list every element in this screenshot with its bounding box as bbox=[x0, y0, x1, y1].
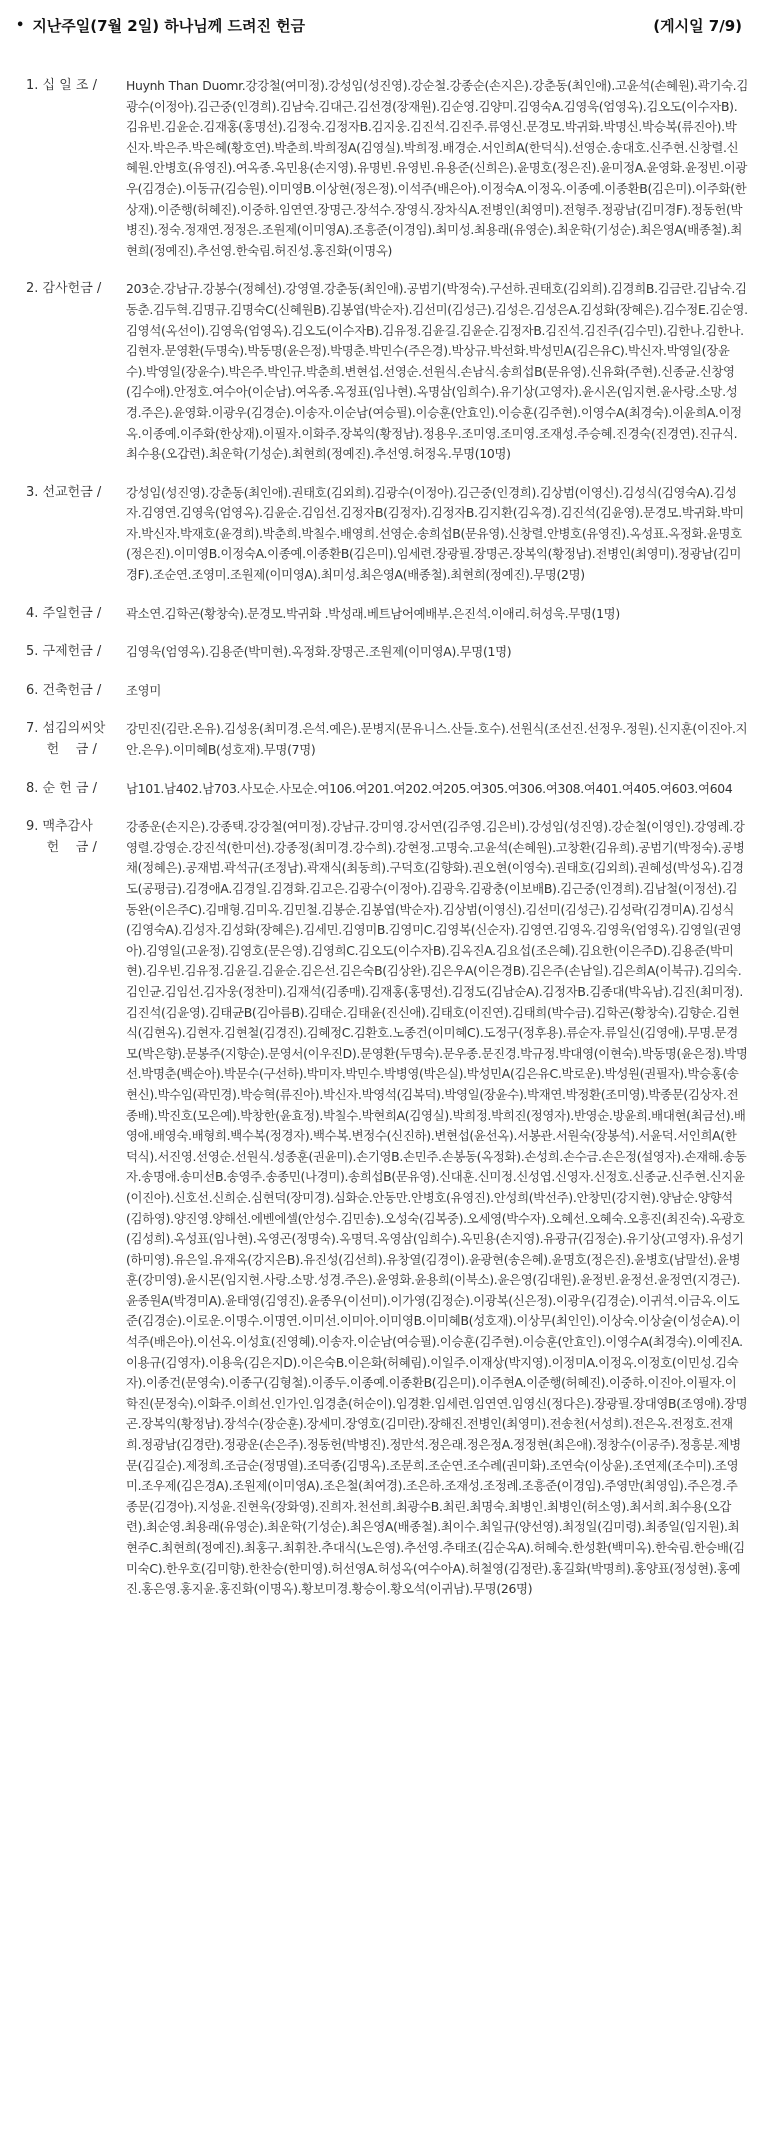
section-label: 4. 주일헌금 / bbox=[26, 605, 102, 621]
page-title: 지난주일(7월 2일) 하나님께 드려진 헌금 bbox=[32, 16, 306, 35]
section-names: 강성임(성진영).강춘동(최인애).권태호(김외희).김광수(이정아).김근중(인경희).김상범(이영신).김성식(김영숙A).김성자.김영연.김영욱(엄영옥).김윤순.김임선.김정자B(김정자).김정자B.김지환(김옥경).김진석(김윤영).문경모.박귀화.박미자.박신자.박재호(윤경희).박춘희.박칠수.배영희.선영순.송희섭B(문유영).신창렬.안병호(유영진).옥성표.옥정화.윤명호(정은진).이미영B.이정숙A.이종예.이종환B(김은미).임세련.장광필.장명곤.장복익(황정남).전병인(최영미).정광남(김미경F).조순연.조영미.조원제(이미영A).최미성.최은영A(배종철).최현희(정예진).무명(2명) bbox=[126, 484, 744, 583]
section-names: 남101.남402.남703.사모순.사모순.여106.여201.여202.여205.여305.여306.여308.여401.여405.여603.여604 bbox=[126, 780, 733, 796]
section-names: 강민진(김란.온유).김성옹(최미경.은석.예은).문병지(문유니스.산들.호수).선원식(조선진.선정우.정원).신지훈(이진아.지안.은우).이미혜B(성호재).무명(7명) bbox=[126, 721, 748, 758]
section-label: 5. 구제헌금 / bbox=[26, 644, 102, 660]
section-label: 2. 감사헌금 / bbox=[26, 281, 102, 297]
section-sunday bbox=[12, 604, 748, 625]
section-names: 곽소연.김학곤(황창숙).문경모.박귀화 .박성래.베트남어예배부.은진석.이애리.허성욱.무명(1명) bbox=[126, 605, 620, 621]
section-names: 203순.강남규.강봉수(정혜선).강영열.강춘동(최인애).공범기(박정숙).구선하.권태호(김외희).김경희B.김금란.김남숙.김동춘.김두혁.김명규.김명숙C(신혜원B).김봉엽(박순자).김선미(김성근).김성은.김성은A.김성화(장혜은).김수정E.김순영.김영석(옥선이).김영욱(엄영옥).김오도(이수자B).김유정.김윤길.김윤순.김정자B.김진석.김진주(김수민).김한나.김한나.김현자.문영환(두명숙).박동명(윤은정).박명춘.박민수(주은경).박상규.박선화.박성민A(김은유C).박신자.박영일(장윤수).박영일(장윤수).박은주.박인규.박춘희.변현섭.선영순.선원식.손남식.송희섭B(문유영).신유화(주현).신종균.신창영(김수애).안정호.여수아(이순남).여옥종.옥정표(임나현).옥명삼(임희수).유기상(고영자).윤시온(임지현.윤사랑.소망.성경.주은).윤영화.이광우(김경순).이송자.이순남(여승필).이승훈(안효인).이승훈(김주현).이영수A(최경숙).이윤희A.이정옥.이종예.이주화(한상재).이필자.이화주.장복익(황정남).정용우.조미영.조미영.조재성.주승혜.진경숙(진경연).진규식.최수용(오갑련).최운학(기성순).최현희(정예진).추선영.허정옥.무명(10명) bbox=[126, 281, 748, 462]
section-label: 3. 선교헌금 / bbox=[26, 484, 102, 500]
section-names: 김영욱(엄영옥).김용준(박미현).옥정화.장명곤.조원제(이미영A).무명(1명) bbox=[126, 644, 512, 660]
section-label: 1. 십 일 조 / bbox=[26, 78, 97, 93]
section-label: 9. 맥추감사 헌 금 / bbox=[26, 819, 97, 855]
section-label: 8. 순 헌 금 / bbox=[26, 780, 97, 796]
posted-date: (게시일 7/9) bbox=[653, 16, 742, 35]
section-names: Huynh Than Duomr.강강철(여미정).강성임(성진영).강순철.강종순(손지은).강춘동(최인애).고윤석(손혜원).곽기숙.김광수(이정아).김근중(인경희).김남숙.김대근.김선경(장재원).김순영.김양미.김영숙A.김영욱(엄영옥).김오도(이수자B).김유빈.김윤순.김재홍(홍명선).김정숙.김정자B.김지웅.김진석.김진주.류영신.문경모.박귀화.박명신.박승복(류진아).박신자.박은주.박은혜(황호연).박춘희.박희정A(김영실).박희정.배경순.서인희A(한덕식).선영순.송대호.신주현.신창렬.신혜원.안병호(유영진).여옥종.옥민용(손지영).유명빈.유영빈.유용준(신희은).윤명호(정은진).윤미정A.윤영화.윤정빈.이광우(김경순).이동규(김승원).이미영B.이상현(정은정).이석주(배은아).이정숙A.이정옥.이종예.이종환B(김은미).이주화(한상재).이준행(허혜진).이중하.임연연.장명근.장석수.장영식.장차식A.전병인(최영미).전형주.정광남(김미경F).정동헌(박병진).정숙.정재연.정정은.조원제(이미영A).조흥준(이경임).최미성.최용래(유영순).최운학(기성순).최은영A(배종철).최현희(정예진).추선영.한숙림.허진성.홍진화(이명옥) bbox=[126, 78, 748, 258]
section-tithe bbox=[12, 76, 748, 261]
offering-sections bbox=[12, 76, 748, 1600]
section-names: 강종운(손지은).강종택.강강철(여미정).강남규.강미영.강서연(김주영.김은비).강성임(성진영).강순철(이영인).강영례.강영렬.강영순.강진석(한미선).강종정(최미경.강수희).강현정.고명숙.고윤석(손혜원).고창환(김유희).공범기(박정숙).공병채(정혜은).공재범.곽석규(조정남).곽재식(최동희).구덕호(김향화).권오현(이영숙).권태호(김외희).권혜성(박성옥).김경도(공평금).김경애A.김경일.김경화.김고은.김광수(이정아).김광욱.김광충(이보배B).김근중(인경희).김남철(이정선).김동완(이은주C).김매형.김미옥.김민철.김봉순.김봉엽(박순자).김상범(이영신).김선미(김성근).김성락(김경미A).김성식(김영숙A).김성자.김성화(장혜은).김세민.김영미B.김영미C.김영복(신순자).김영연.김영옥.김영욱(엄영옥).김영일(권영아).김영일(고윤정).김영호(문은영).김영희C.김오도(이수자B).김옥진A.김요섭(조은혜).김요한(이은주D).김용준(박미현).김우빈.김유정.김윤길.김윤순.김은선.김은숙B(김상완).김은우A(이은경B).김은주(손남일).김은희A(이북규).김의숙.김인균.김임선.김자웅(정찬미).김재석(김종매).김재홍(홍명선).김정도(김남순A).김정자B.김종대(박옥남).김진(최미정).김진석(김윤영).김태균B(김아름B).김태순.김태윤(진신애).김태호(이진연).김태희(박수금).김학곤(황창숙).김향순.김현식(김현옥).김현자.김현철(김경진).김혜정C.김환호.노종건(이미혜C).도정구(정후용).류순자.류일신(김영애).무명.문경모(박은향).문봉주(지향순).문영서(이우진D).문영환(두명숙).문우종.문진경.박규정.박대영(이현숙).박동명(윤은정).박명선.박명춘(백순아).박문수(구선하).박미자.박민수.박병영(박은실).박성민A(김은유C.박로운).박성원(권필자).박승홍(송현신).박수임(곽민경).박승혁(류진아).박신자.박영석(김복덕).박영일(장윤수).박재연.박정환(조미영).박종문(김상자.전종배).박진호(모은예).박창한(윤효정).박칠수.박현희A(김영실).박희정.박희진(정영자).반영순.방윤희.배대현(최금선).배영애.배영숙.배형희.백수복(정경자).백수복.변정수(신진하).변현섭(윤선옥).서봉관.서원숙(장봉석).서윤덕.서인희A(한덕식).서진영.선영순.선원식.성종훈(권윤미).손기영B.손민주.손봉동(옥정화).손성희.손수금.손은정(설영자).손재해.송동자.송명애.송미선B.송영주.송종민(나경미).송희섭B(문유영).신대훈.신미정.신성엽.신영자.신정호.신종균.신주현.신지윤(이진아).신호선.신희순.심현덕(장미경).심화순.안동만.안병호(유영진).안성희(박선주).안창민(강지현).양남순.양향석(김하영).양진영.양해선.에벤에셀(안성수.김민송).오성숙(김복중).오세영(박수자).오혜선.오혜숙.오흥진(최진숙).옥광호(김성희).옥성표(임나현).옥영곤(정명숙).옥명덕.옥영삼(임희수).옥민용(손지영).유광규(김정순).유기상(고영자).유성기(하미영).유은일.유재옥(강지은B).유진성(김선희).유창열(김경이).윤광현(송은혜).윤명호(정은진).윤병호(남말선).윤병훈(강미영).윤시몬(임지현.사랑.소망.성경.주은).윤영화.윤용희(이북소).윤은영(김대원).윤정빈.윤정선.윤정연(지경근).윤종원A(박경미A).윤태영(김영진).윤종우(이선미).이가영(김정순).이광복(신은정).이광우(김경순).이귀석.이금옥.이도준(김경순).이로운.이명수.이명연.이미선.이미아.이미영B.이미혜B(성호재).이상무(최인인).이상숙.이상술(이성순A).이석주(배은아).이선옥.이성효(진영혜).이송자.이순남(여승필).이승훈(김주현).이승훈(안효인).이영수A(최경숙).이예진A.이용규(김영자).이용욱(김은지D).이은숙B.이은화(허혜림).이일주.이재상(박지영).이정미A.이정옥.이정호(이민성.김숙자).이종건(문영숙).이종구(김형철).이종두.이종예.이종환B(김은미).이주현A.이준행(허혜진).이중하.이진아.이필자.이학진(문정숙).이화주.이희선.인가인.임경춘(허순이).임경환.임세련.임연연.임영신(정다은).장광필.장대영B(조영애).장명곤.장복익(황정남).장석수(장순훈).장세미.장영호(김미란).장해진.전병인(최영미).전송천(서성희).전은옥.전정호.전재희.정광남(김경란).정광운(손은주).정동헌(박병진).정만석.정은래.정은정A.정정현(최은애).정창수(이공주).정흥분.제병문(김길순).제정희.조금순(정명열).조덕종(김명옥).조문희.조순연.조수례(권미화).조연숙(이상윤).조연제(조수미).조영미.조우제(김은경A).조원제(이미영A).조은철(최여경).조은하.조재성.조정례.조흥준(이경임).주영만(최영임).주은경.주종문(김경아).지성윤.진현욱(장화영).진희자.천선희.최광수B.최린.최명숙.최병인.최병인(허소영).최서희.최수용(오갑련).최순영.최용래(유영순).최운학(기성순).최은영A(배종철).최이수.최일규(양선영).최정일(김미령).최종일(임지원).최현주C.최현희(정예진).최홍구.최휘찬.추대식(노은영).추선영.추태조(김순옥A).허혜숙.한성환(백미옥).한숙림.한승배(김미숙C).한우호(김미향).한찬승(한미영).허선영A.허성옥(여수아A).허철영(김정란).홍길화(박명희).홍양표(정성현).홍예진.홍은영.홍지윤.홍진화(이명옥).황보미경.황승이.황오석(이귀남).무명(26명) bbox=[126, 819, 748, 1597]
section-cell bbox=[12, 779, 748, 800]
page-header bbox=[12, 14, 748, 36]
bullet-icon: • bbox=[16, 17, 25, 33]
section-mission bbox=[12, 483, 748, 586]
section-building bbox=[12, 681, 748, 702]
section-names: 조영미 bbox=[126, 682, 162, 698]
section-thanksgiving bbox=[12, 279, 748, 464]
section-serving-seed bbox=[12, 719, 748, 760]
section-label: 7. 섬김의씨앗 헌 금 / bbox=[26, 721, 106, 758]
section-harvest bbox=[12, 817, 748, 1600]
section-label: 6. 건축헌금 / bbox=[26, 682, 102, 698]
section-relief bbox=[12, 642, 748, 663]
